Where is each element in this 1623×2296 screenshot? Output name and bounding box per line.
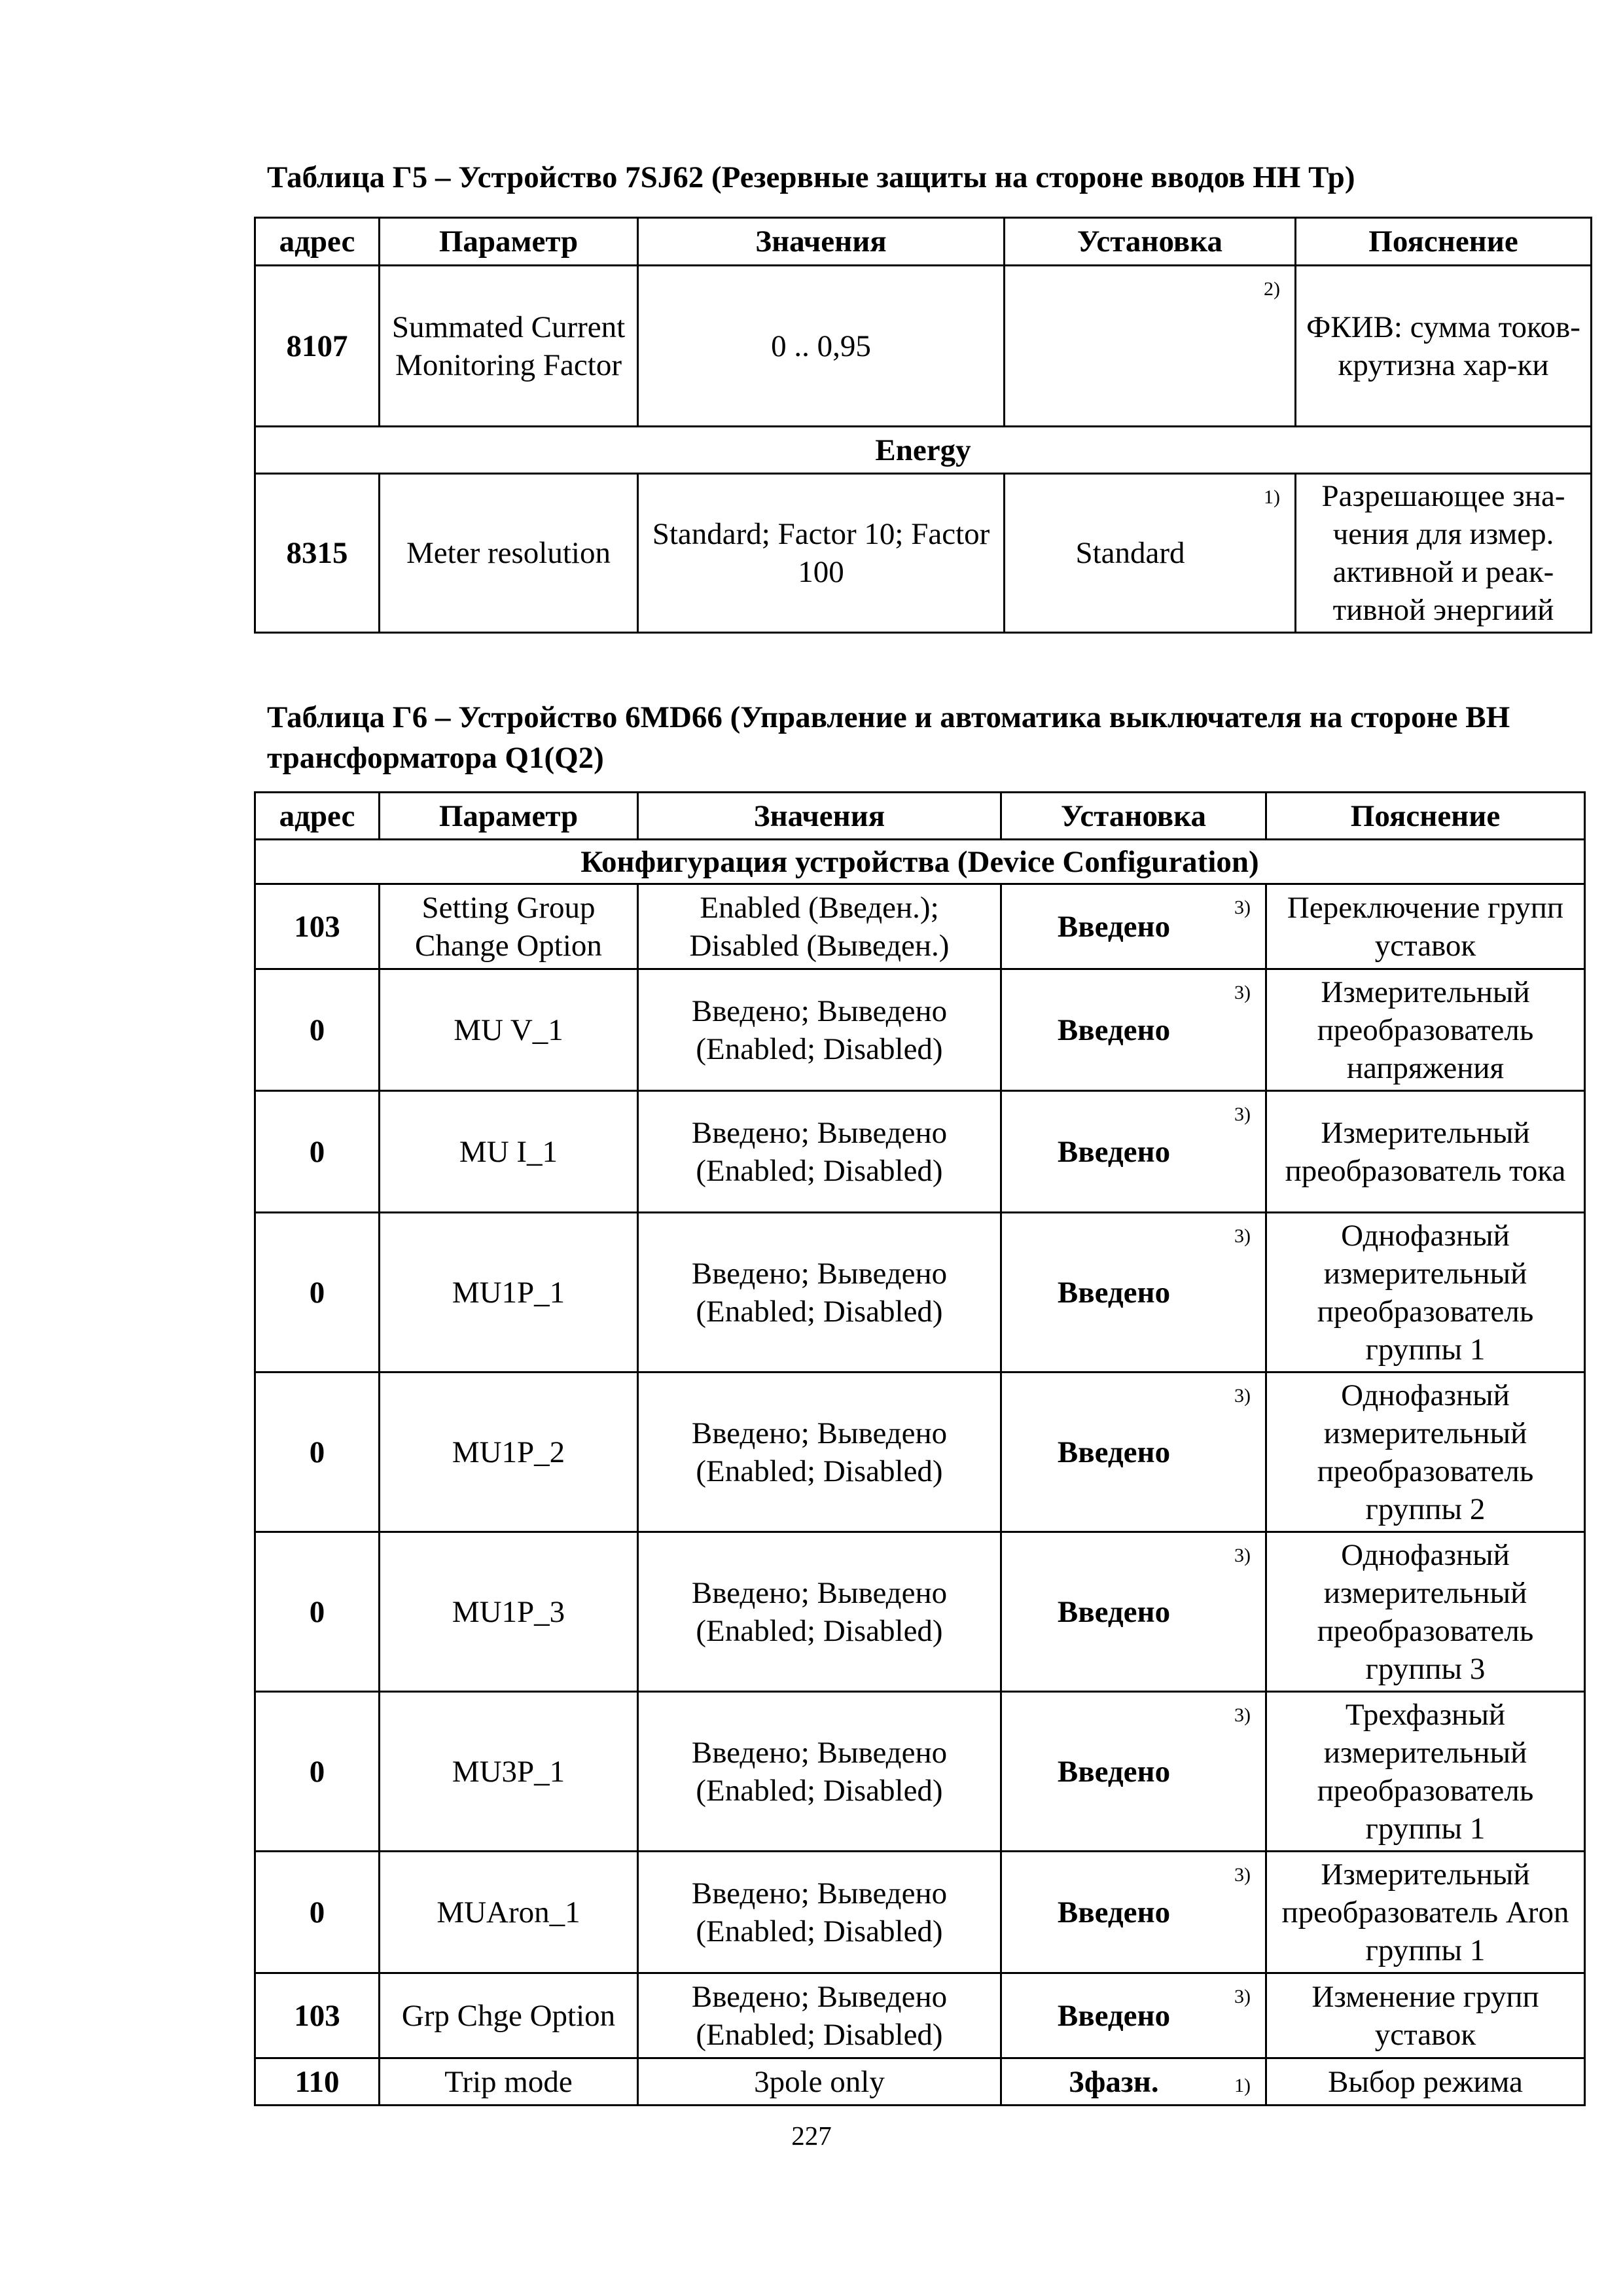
table-row <box>255 1091 1585 1213</box>
parameter-cell: Trip mode <box>380 2058 638 2106</box>
footnote-mark: 3) <box>1234 1986 1251 2007</box>
values-cell: Введено; Выведено (Enabled; Disabled) <box>638 1091 1001 1213</box>
setting-cell <box>1005 266 1296 427</box>
note-cell: Выбор режима <box>1266 2058 1585 2106</box>
section-title: Energy <box>255 427 1592 474</box>
address-cell: 0 <box>255 1091 380 1213</box>
note-cell: Изменение групп уставок <box>1266 1973 1585 2058</box>
note-cell: Переключение групп уставок <box>1266 884 1585 969</box>
address-cell: 0 <box>255 1532 380 1692</box>
note-cell: Разрешающее зна-чения для измер. активной и реак-тивной энергиий <box>1296 474 1592 633</box>
setting-cell <box>1001 1852 1266 1973</box>
setting-cell <box>1001 1532 1266 1692</box>
setting-cell <box>1001 1692 1266 1852</box>
note-cell: Измерительный преобразователь напряжения <box>1266 969 1585 1091</box>
setting-cell <box>1001 884 1266 969</box>
col-header-setting: Установка <box>1001 793 1266 840</box>
address-cell: 8107 <box>255 266 380 427</box>
setting-value: 3фазн. <box>1069 2064 1159 2099</box>
section-title: Конфигурация устройства (Device Configuration) <box>255 840 1585 884</box>
setting-value: Введено <box>1057 1754 1171 1789</box>
note-cell: Измерительный преобразователь Aron группы 1 <box>1266 1852 1585 1973</box>
values-cell: 3pole only <box>638 2058 1001 2106</box>
values-cell: Введено; Выведено (Enabled; Disabled) <box>638 969 1001 1091</box>
parameter-cell: MU I_1 <box>380 1091 638 1213</box>
footnote-mark: 3) <box>1234 897 1251 918</box>
table6-caption: Таблица Г6 – Устройство 6MD66 (Управление и автоматика выключателя на стороне ВН трансформатора Q1(Q2) <box>267 700 1510 775</box>
table-row <box>255 1372 1585 1532</box>
parameter-cell: Grp Chge Option <box>380 1973 638 2058</box>
table-row <box>255 1692 1585 1852</box>
table-row <box>255 1532 1585 1692</box>
values-cell: Введено; Выведено (Enabled; Disabled) <box>638 1692 1001 1852</box>
col-header-address: адрес <box>255 793 380 840</box>
setting-value: Введено <box>1057 1013 1171 1047</box>
setting-value: Введено <box>1057 1275 1171 1310</box>
page-number: 227 <box>791 2121 832 2151</box>
values-cell: Введено; Выведено (Enabled; Disabled) <box>638 1973 1001 2058</box>
setting-cell <box>1001 1213 1266 1372</box>
table-row <box>255 266 1592 427</box>
address-cell: 103 <box>255 1973 380 2058</box>
col-header-address: адрес <box>255 218 380 266</box>
footnote-mark: 3) <box>1234 1864 1251 1886</box>
table-row <box>255 1852 1585 1973</box>
address-cell: 8315 <box>255 474 380 633</box>
table-row <box>255 2058 1585 2106</box>
footnote-mark: 1) <box>1234 2075 1251 2096</box>
footnote-mark: 3) <box>1234 1225 1251 1247</box>
parameter-cell: Meter resolution <box>380 474 638 633</box>
footnote-mark: 2) <box>1264 278 1280 300</box>
values-cell: Enabled (Введен.); Disabled (Выведен.) <box>638 884 1001 969</box>
col-header-parameter: Параметр <box>380 218 638 266</box>
col-header-values: Значения <box>638 793 1001 840</box>
values-cell: Введено; Выведено (Enabled; Disabled) <box>638 1852 1001 1973</box>
address-cell: 0 <box>255 1372 380 1532</box>
values-cell: Введено; Выведено (Enabled; Disabled) <box>638 1372 1001 1532</box>
table-row <box>255 884 1585 969</box>
table-row <box>255 1213 1585 1372</box>
parameter-cell: Setting Group Change Option <box>380 884 638 969</box>
setting-cell <box>1001 1372 1266 1532</box>
address-cell: 0 <box>255 969 380 1091</box>
address-cell: 0 <box>255 1852 380 1973</box>
footnote-mark: 1) <box>1264 486 1280 508</box>
col-header-parameter: Параметр <box>380 793 638 840</box>
note-cell: Однофазный измерительный преобразователь группы 2 <box>1266 1372 1585 1532</box>
setting-cell <box>1005 474 1296 633</box>
parameter-cell: MU V_1 <box>380 969 638 1091</box>
values-cell: Введено; Выведено (Enabled; Disabled) <box>638 1532 1001 1692</box>
setting-value: Введено <box>1057 1134 1171 1169</box>
footnote-mark: 3) <box>1234 1704 1251 1726</box>
setting-value: Введено <box>1057 1594 1171 1629</box>
values-cell: 0 .. 0,95 <box>638 266 1005 427</box>
parameter-cell: MU3P_1 <box>380 1692 638 1852</box>
setting-value: Введено <box>1057 1998 1171 2033</box>
setting-value: Введено <box>1057 1435 1171 1469</box>
footnote-mark: 3) <box>1234 1385 1251 1407</box>
setting-cell <box>1001 2058 1266 2106</box>
table6-header-row <box>255 793 1585 840</box>
setting-cell <box>1001 969 1266 1091</box>
table5 <box>254 217 1592 634</box>
table-row <box>255 1973 1585 2058</box>
address-cell: 103 <box>255 884 380 969</box>
setting-value: Введено <box>1057 909 1171 944</box>
parameter-cell: MUAron_1 <box>380 1852 638 1973</box>
address-cell: 0 <box>255 1692 380 1852</box>
col-header-note: Пояснение <box>1266 793 1585 840</box>
table-row <box>255 969 1585 1091</box>
note-cell: Однофазный измерительный преобразователь группы 3 <box>1266 1532 1585 1692</box>
col-header-setting: Установка <box>1005 218 1296 266</box>
address-cell: 0 <box>255 1213 380 1372</box>
table-row <box>255 474 1592 633</box>
note-cell: Измерительный преобразователь тока <box>1266 1091 1585 1213</box>
table5-header-row <box>255 218 1592 266</box>
table5-caption: Таблица Г5 – Устройство 7SJ62 (Резервные защиты на стороне вводов НН Тр) <box>267 160 1355 194</box>
address-cell: 110 <box>255 2058 380 2106</box>
section-row <box>255 840 1585 884</box>
setting-value: Введено <box>1057 1895 1171 1929</box>
parameter-cell: Summated Current Monitoring Factor <box>380 266 638 427</box>
col-header-note: Пояснение <box>1296 218 1592 266</box>
parameter-cell: MU1P_1 <box>380 1213 638 1372</box>
table6 <box>254 791 1586 2106</box>
note-cell: Однофазный измерительный преобразователь группы 1 <box>1266 1213 1585 1372</box>
values-cell: Standard; Factor 10; Factor 100 <box>638 474 1005 633</box>
parameter-cell: MU1P_2 <box>380 1372 638 1532</box>
note-cell: ФКИВ: сумма токов-крутизна хар-ки <box>1296 266 1592 427</box>
section-row <box>255 427 1592 474</box>
footnote-mark: 3) <box>1234 982 1251 1003</box>
setting-value: Standard <box>1075 536 1185 570</box>
setting-cell <box>1001 1091 1266 1213</box>
setting-cell <box>1001 1973 1266 2058</box>
note-cell: Трехфазный измерительный преобразователь группы 1 <box>1266 1692 1585 1852</box>
footnote-mark: 3) <box>1234 1545 1251 1566</box>
col-header-values: Значения <box>638 218 1005 266</box>
footnote-mark: 3) <box>1234 1103 1251 1125</box>
parameter-cell: MU1P_3 <box>380 1532 638 1692</box>
values-cell: Введено; Выведено (Enabled; Disabled) <box>638 1213 1001 1372</box>
